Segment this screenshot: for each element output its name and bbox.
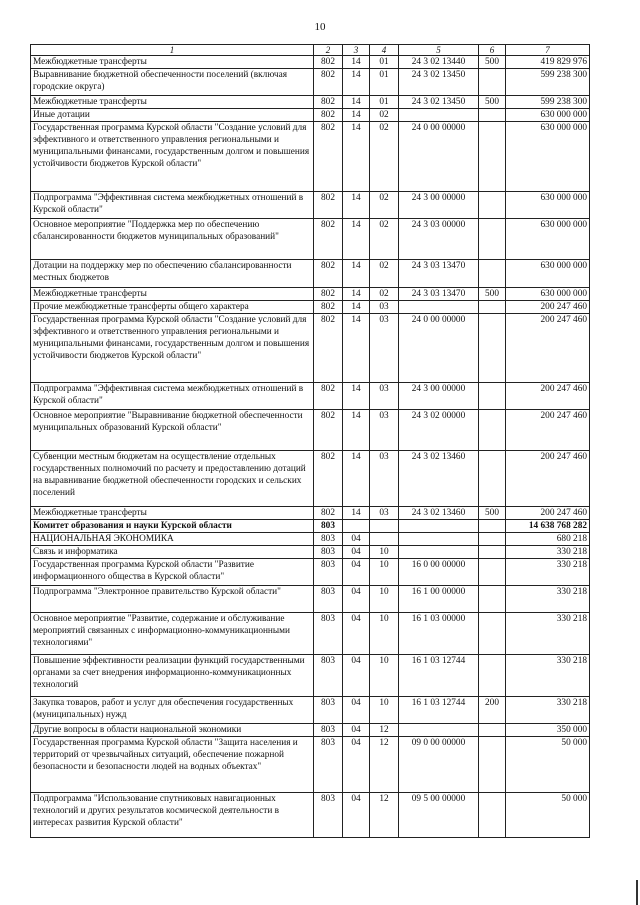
row-target-article: 24 3 02 13450 (399, 96, 479, 109)
row-amount: 680 218 (506, 533, 590, 546)
table-row (31, 288, 590, 301)
page-edge-mark (636, 880, 638, 905)
row-section: 14 (343, 410, 370, 451)
row-subsection: 03 (370, 383, 399, 410)
header-cell-6: 6 (479, 45, 506, 56)
row-section: 14 (343, 314, 370, 383)
header-cell-1: 1 (31, 45, 314, 56)
row-expense-type (479, 655, 506, 697)
table-row (31, 219, 590, 260)
row-subsection: 02 (370, 122, 399, 192)
table-row (31, 586, 590, 613)
row-target-article (399, 724, 479, 737)
row-name: Государственная программа Курской области "Создание условий для эффективного и ответственного управления региональными и муниципальными финансами, государственным долгом и повышения устойчивости бюджетов Курской области" (31, 122, 314, 192)
table-row (31, 314, 590, 383)
header-cell-2: 2 (314, 45, 343, 56)
row-admin-code: 803 (314, 737, 343, 793)
row-name: Связь и информатика (31, 546, 314, 559)
row-subsection: 03 (370, 301, 399, 314)
table-row (31, 109, 590, 122)
row-admin-code: 802 (314, 69, 343, 96)
row-amount: 200 247 460 (506, 507, 590, 520)
row-admin-code: 802 (314, 507, 343, 520)
row-admin-code: 803 (314, 724, 343, 737)
row-amount: 350 000 (506, 724, 590, 737)
row-name: Межбюджетные трансферты (31, 56, 314, 69)
row-name: Государственная программа Курской области "Создание условий для эффективного и ответственного управления региональными и муниципальными финансами, государственным долгом и повышения устойчивости бюджетов Курской области" (31, 314, 314, 383)
row-amount: 50 000 (506, 737, 590, 793)
row-expense-type (479, 613, 506, 655)
row-expense-type: 500 (479, 96, 506, 109)
row-expense-type (479, 737, 506, 793)
row-amount: 200 247 460 (506, 383, 590, 410)
row-admin-code: 802 (314, 314, 343, 383)
row-section: 04 (343, 793, 370, 838)
row-admin-code: 802 (314, 192, 343, 219)
row-name: НАЦИОНАЛЬНАЯ ЭКОНОМИКА (31, 533, 314, 546)
row-name: Повышение эффективности реализации функций государственными органами за счет внедрения информационно-коммуникационных технологий (31, 655, 314, 697)
row-name: Подпрограмма "Использование спутниковых навигационных технологий и других результатов космической деятельности в интересах развития Курской области" (31, 793, 314, 838)
table-row (31, 69, 590, 96)
row-admin-code: 802 (314, 219, 343, 260)
table-row (31, 793, 590, 838)
row-expense-type: 500 (479, 288, 506, 301)
row-amount: 200 247 460 (506, 314, 590, 383)
row-amount: 330 218 (506, 559, 590, 586)
row-section: 04 (343, 546, 370, 559)
row-target-article: 24 3 02 13440 (399, 56, 479, 69)
row-expense-type (479, 793, 506, 838)
row-expense-type: 500 (479, 56, 506, 69)
row-admin-code: 802 (314, 122, 343, 192)
row-target-article: 24 3 02 00000 (399, 410, 479, 451)
row-name: Государственная программа Курской области "Развитие информационного общества в Курской области" (31, 559, 314, 586)
row-target-article: 09 5 00 00000 (399, 793, 479, 838)
row-admin-code: 802 (314, 451, 343, 507)
row-subsection: 10 (370, 613, 399, 655)
row-section: 14 (343, 56, 370, 69)
row-admin-code: 803 (314, 655, 343, 697)
header-cell-5: 5 (399, 45, 479, 56)
row-expense-type (479, 192, 506, 219)
row-expense-type (479, 122, 506, 192)
row-name: Основное мероприятие "Поддержка мер по обеспечению сбалансированности бюджетов муниципальных образований" (31, 219, 314, 260)
row-subsection: 12 (370, 737, 399, 793)
row-amount: 630 000 000 (506, 192, 590, 219)
row-expense-type (479, 109, 506, 122)
table-row (31, 613, 590, 655)
table-row (31, 546, 590, 559)
row-expense-type (479, 533, 506, 546)
table-row (31, 697, 590, 724)
row-target-article (399, 546, 479, 559)
row-target-article (399, 109, 479, 122)
row-amount: 330 218 (506, 655, 590, 697)
row-section: 04 (343, 533, 370, 546)
row-admin-code: 803 (314, 793, 343, 838)
row-section: 04 (343, 655, 370, 697)
row-amount: 599 238 300 (506, 96, 590, 109)
row-subsection: 02 (370, 219, 399, 260)
row-name: Прочие межбюджетные трансферты общего характера (31, 301, 314, 314)
row-target-article: 24 0 00 00000 (399, 122, 479, 192)
row-section: 14 (343, 383, 370, 410)
row-subsection: 02 (370, 288, 399, 301)
row-subsection: 10 (370, 559, 399, 586)
row-amount: 50 000 (506, 793, 590, 838)
row-subsection: 10 (370, 655, 399, 697)
row-admin-code: 803 (314, 697, 343, 724)
table-row (31, 533, 590, 546)
row-expense-type (479, 724, 506, 737)
table-row (31, 383, 590, 410)
table-row (31, 737, 590, 793)
table-row (31, 56, 590, 69)
row-target-article (399, 520, 479, 533)
row-target-article: 16 1 00 00000 (399, 586, 479, 613)
row-subsection: 12 (370, 793, 399, 838)
row-expense-type (479, 314, 506, 383)
table-row (31, 520, 590, 533)
row-amount: 630 000 000 (506, 219, 590, 260)
row-name: Подпрограмма "Эффективная система межбюджетных отношений в Курской области" (31, 383, 314, 410)
row-section: 14 (343, 260, 370, 288)
row-name: Закупка товаров, работ и услуг для обеспечения государственных (муниципальных) нужд (31, 697, 314, 724)
row-subsection: 01 (370, 69, 399, 96)
row-amount: 630 000 000 (506, 109, 590, 122)
row-section: 04 (343, 559, 370, 586)
row-subsection: 02 (370, 109, 399, 122)
row-amount: 630 000 000 (506, 288, 590, 301)
row-amount: 14 638 768 282 (506, 520, 590, 533)
row-name: Подпрограмма "Эффективная система межбюджетных отношений в Курской области" (31, 192, 314, 219)
row-target-article: 16 1 03 00000 (399, 613, 479, 655)
row-name: Межбюджетные трансферты (31, 507, 314, 520)
row-name: Иные дотации (31, 109, 314, 122)
budget-table (30, 44, 590, 838)
row-target-article (399, 301, 479, 314)
row-admin-code: 803 (314, 546, 343, 559)
row-admin-code: 803 (314, 520, 343, 533)
table-row (31, 301, 590, 314)
row-expense-type (479, 586, 506, 613)
row-amount: 200 247 460 (506, 451, 590, 507)
row-section: 04 (343, 697, 370, 724)
row-section: 14 (343, 109, 370, 122)
row-target-article: 24 0 00 00000 (399, 314, 479, 383)
row-admin-code: 802 (314, 288, 343, 301)
row-admin-code: 802 (314, 383, 343, 410)
row-target-article: 24 3 03 13470 (399, 260, 479, 288)
row-expense-type (479, 383, 506, 410)
row-target-article: 09 0 00 00000 (399, 737, 479, 793)
row-expense-type (479, 451, 506, 507)
table-row (31, 122, 590, 192)
row-section: 04 (343, 737, 370, 793)
row-subsection: 01 (370, 56, 399, 69)
row-target-article: 16 1 03 12744 (399, 697, 479, 724)
row-section: 14 (343, 96, 370, 109)
row-admin-code: 803 (314, 533, 343, 546)
row-subsection: 12 (370, 724, 399, 737)
row-target-article: 24 3 02 13460 (399, 507, 479, 520)
table-row (31, 507, 590, 520)
row-subsection (370, 533, 399, 546)
row-amount: 330 218 (506, 613, 590, 655)
row-expense-type (479, 301, 506, 314)
table-row (31, 655, 590, 697)
row-target-article (399, 533, 479, 546)
row-admin-code: 802 (314, 260, 343, 288)
row-amount: 330 218 (506, 546, 590, 559)
row-admin-code: 802 (314, 301, 343, 314)
row-subsection: 03 (370, 507, 399, 520)
row-expense-type (479, 260, 506, 288)
row-section: 04 (343, 613, 370, 655)
row-section: 14 (343, 69, 370, 96)
row-amount: 330 218 (506, 586, 590, 613)
table-header-row (31, 45, 590, 56)
row-target-article: 24 3 00 00000 (399, 192, 479, 219)
table-row (31, 451, 590, 507)
row-expense-type (479, 410, 506, 451)
row-section (343, 520, 370, 533)
row-name: Дотации на поддержку мер по обеспечению сбалансированности местных бюджетов (31, 260, 314, 288)
row-section: 14 (343, 192, 370, 219)
row-subsection: 01 (370, 96, 399, 109)
row-expense-type: 500 (479, 507, 506, 520)
row-expense-type (479, 219, 506, 260)
row-subsection (370, 520, 399, 533)
row-name: Государственная программа Курской области "Защита населения и территорий от чрезвычайных ситуаций, обеспечение пожарной безопасности и безопасности людей на водных объектах" (31, 737, 314, 793)
row-subsection: 02 (370, 192, 399, 219)
row-section: 04 (343, 724, 370, 737)
row-target-article: 16 0 00 00000 (399, 559, 479, 586)
row-name: Субвенции местным бюджетам на осуществление отдельных государственных полномочий по расчету и предоставлению дотаций на выравнивание бюджетной обеспеченности городских и сельских поселений (31, 451, 314, 507)
row-name: Межбюджетные трансферты (31, 288, 314, 301)
row-subsection: 03 (370, 314, 399, 383)
row-admin-code: 803 (314, 559, 343, 586)
row-admin-code: 802 (314, 109, 343, 122)
row-name: Комитет образования и науки Курской области (31, 520, 314, 533)
row-amount: 200 247 460 (506, 301, 590, 314)
row-expense-type (479, 546, 506, 559)
row-target-article: 24 3 03 13470 (399, 288, 479, 301)
row-target-article: 24 3 02 13450 (399, 69, 479, 96)
row-target-article: 24 3 03 00000 (399, 219, 479, 260)
table-row (31, 410, 590, 451)
row-section: 14 (343, 451, 370, 507)
row-subsection: 03 (370, 410, 399, 451)
row-section: 14 (343, 219, 370, 260)
table-row (31, 724, 590, 737)
page-number: 10 (314, 21, 326, 33)
row-section: 04 (343, 586, 370, 613)
row-name: Другие вопросы в области национальной экономики (31, 724, 314, 737)
row-expense-type (479, 69, 506, 96)
row-subsection: 10 (370, 586, 399, 613)
row-section: 14 (343, 507, 370, 520)
row-subsection: 02 (370, 260, 399, 288)
row-name: Основное мероприятие "Выравнивание бюджетной обеспеченности муниципальных образований Курской области" (31, 410, 314, 451)
row-amount: 599 238 300 (506, 69, 590, 96)
row-section: 14 (343, 122, 370, 192)
row-expense-type: 200 (479, 697, 506, 724)
row-admin-code: 803 (314, 613, 343, 655)
row-amount: 419 829 976 (506, 56, 590, 69)
row-target-article: 24 3 02 13460 (399, 451, 479, 507)
row-admin-code: 802 (314, 56, 343, 69)
row-name: Межбюджетные трансферты (31, 96, 314, 109)
table-row (31, 260, 590, 288)
row-subsection: 03 (370, 451, 399, 507)
row-subsection: 10 (370, 546, 399, 559)
row-target-article: 16 1 03 12744 (399, 655, 479, 697)
row-section: 14 (343, 301, 370, 314)
row-admin-code: 803 (314, 586, 343, 613)
row-admin-code: 802 (314, 96, 343, 109)
table-row (31, 96, 590, 109)
table-row (31, 192, 590, 219)
header-cell-3: 3 (343, 45, 370, 56)
header-cell-4: 4 (370, 45, 399, 56)
row-subsection: 10 (370, 697, 399, 724)
row-name: Выравнивание бюджетной обеспеченности поселений (включая городские округа) (31, 69, 314, 96)
row-amount: 630 000 000 (506, 260, 590, 288)
row-admin-code: 802 (314, 410, 343, 451)
row-amount: 330 218 (506, 697, 590, 724)
row-name: Подпрограмма "Электронное правительство Курской области" (31, 586, 314, 613)
row-target-article: 24 3 00 00000 (399, 383, 479, 410)
row-expense-type (479, 559, 506, 586)
row-expense-type (479, 520, 506, 533)
row-section: 14 (343, 288, 370, 301)
row-name: Основное мероприятие "Развитие, содержание и обслуживание мероприятий связанных с информационно-коммуникационными технологиями" (31, 613, 314, 655)
header-cell-7: 7 (506, 45, 590, 56)
table-row (31, 559, 590, 586)
row-amount: 200 247 460 (506, 410, 590, 451)
row-amount: 630 000 000 (506, 122, 590, 192)
